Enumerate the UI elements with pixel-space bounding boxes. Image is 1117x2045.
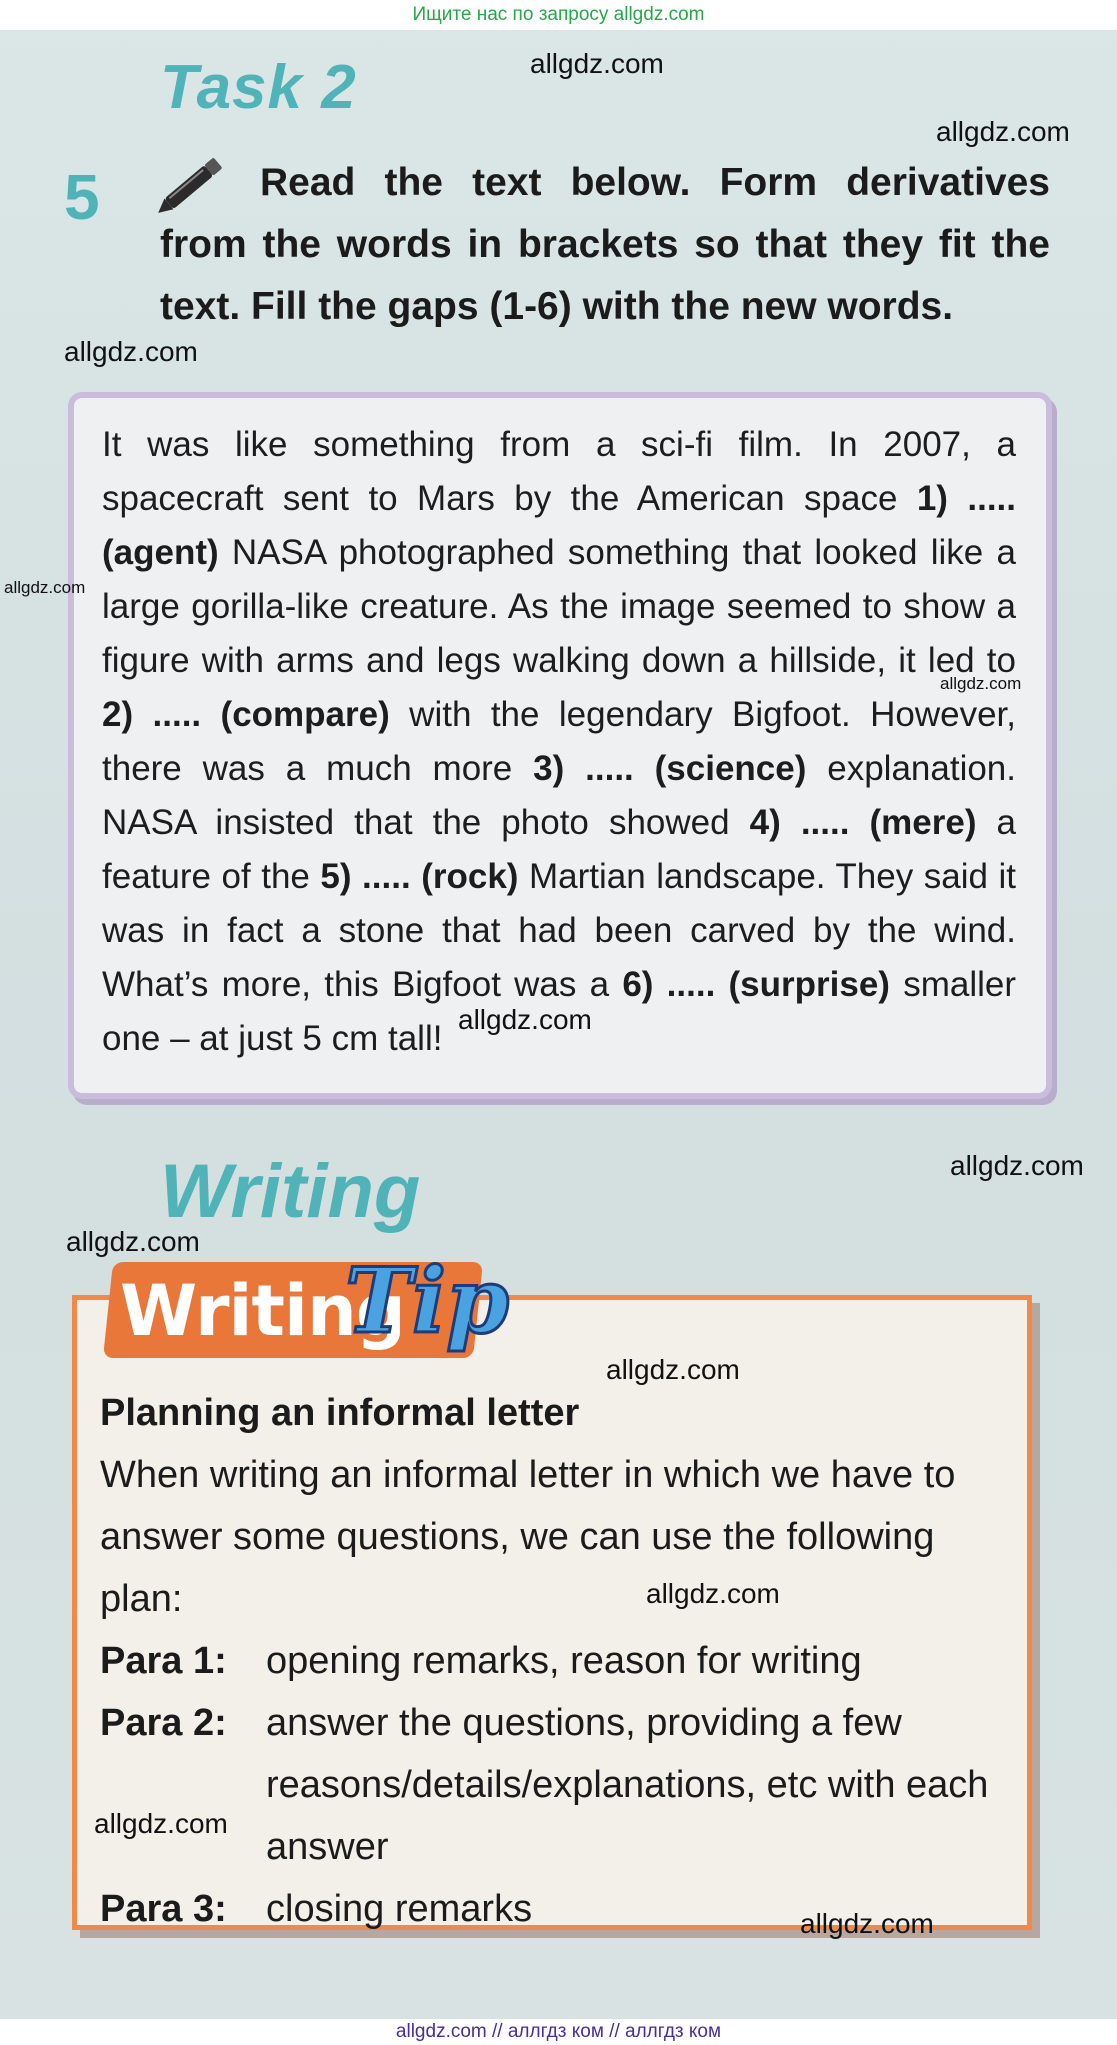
watermark: allgdz.com — [606, 1354, 740, 1385]
passage-text: smaller one – at just 5 cm tall! — [102, 965, 1016, 1058]
watermark: allgdz.com — [530, 48, 664, 79]
writing-section-title: Writing — [160, 1149, 421, 1234]
gap-6: 6) ..... (surprise) — [622, 965, 890, 1004]
tip-heading: Planning an informal letter — [100, 1392, 580, 1434]
plan-label: Para 2: — [100, 1702, 227, 1744]
watermark: allgdz.com — [66, 1226, 200, 1257]
watermark: allgdz.com — [4, 578, 86, 597]
plan-text: closing remarks — [266, 1888, 533, 1930]
task-instruction — [160, 152, 1050, 338]
writing-tip-content — [100, 1382, 1000, 1940]
bottom-banner[interactable]: allgdz.com // аллгдз ком // аллгдз ком — [0, 2019, 1117, 2045]
top-banner[interactable]: Ищите нас по запросу allgdz.com — [0, 0, 1117, 30]
passage-text: It was like something from a sci-fi film. In 2007, a spacecraft sent to Mars by the American space — [102, 425, 1016, 518]
instruction-text: Read the text below. Form derivatives from the words in brackets so that they fit the text. Fill the gaps (1-6) with the new words. — [160, 161, 1050, 328]
watermark: allgdz.com — [64, 336, 198, 367]
gap-3: 3) ..... (science) — [533, 749, 807, 788]
task-title: Task 2 — [160, 53, 357, 122]
plan-label: Para 1: — [100, 1640, 227, 1682]
watermark: allgdz.com — [800, 1908, 934, 1939]
watermark: allgdz.com — [458, 1004, 592, 1035]
watermark: allgdz.com — [940, 674, 1022, 693]
watermark: allgdz.com — [94, 1808, 228, 1839]
gap-2: 2) ..... (compare) — [102, 695, 390, 734]
watermark: allgdz.com — [950, 1150, 1084, 1181]
passage-text: NASA photographed something that looked like a large gorilla-like creature. As the image seemed to show a figure with arms and legs walking down a hillside, it led to — [102, 533, 1016, 680]
watermark: allgdz.com — [936, 116, 1070, 147]
tip-intro: When writing an informal letter in which we have to answer some questions, we can use the following plan: — [100, 1454, 956, 1620]
exercise-number: 5 — [64, 161, 100, 233]
passage-text: with the legendary Bigfoot. However, there was a much more — [102, 695, 1016, 788]
watermark: allgdz.com — [646, 1578, 780, 1609]
tip-word: Tip — [345, 1248, 510, 1354]
gap-5: 5) ..... (rock) — [320, 857, 519, 896]
gap-4: 4) ..... (mere) — [749, 803, 977, 842]
reading-passage-box — [68, 392, 1052, 1099]
plan-item — [100, 1692, 1000, 1878]
passage-text: explanation. NASA insisted that the photo showed — [102, 749, 1016, 842]
passage-text: a feature of the — [102, 803, 1017, 896]
writing-tip-word: Writing — [120, 1270, 405, 1352]
plan-label: Para 3: — [100, 1888, 227, 1930]
reading-passage — [102, 418, 1016, 1066]
passage-text: Martian landscape. They said it was in fact a stone that had been carved by the wind. What’s more, this Bigfoot was a — [102, 857, 1016, 1004]
plan-text: opening remarks, reason for writing — [266, 1640, 862, 1682]
gap-1: 1) ..... (agent) — [102, 479, 1017, 572]
plan-text: answer the questions, providing a few reasons/details/explanations, etc with each answer — [266, 1702, 989, 1868]
plan-item — [100, 1630, 1000, 1692]
